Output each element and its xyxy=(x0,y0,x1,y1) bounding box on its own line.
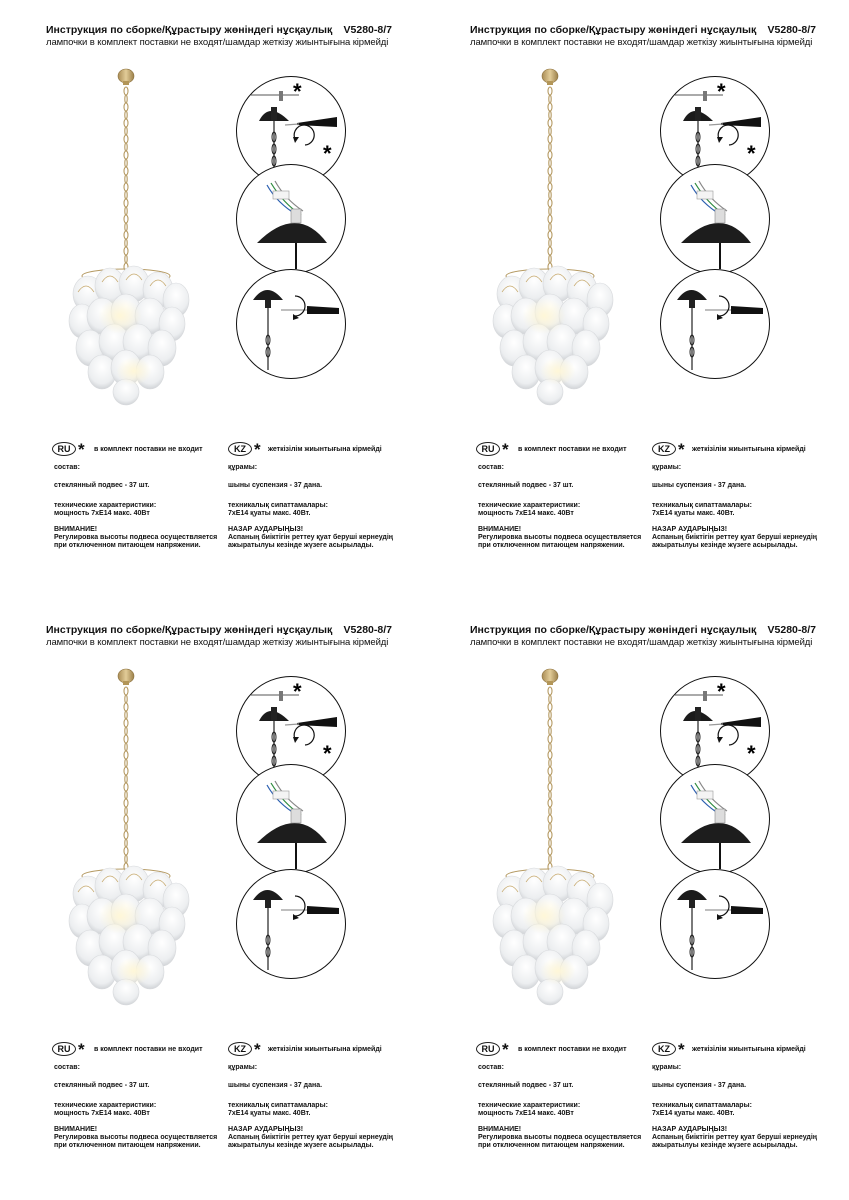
kz-composition-label: құрамы: xyxy=(228,464,258,471)
kz-warning-label: НАЗАР АУДАРЫҢЫЗ! xyxy=(652,526,728,533)
doc-subtitle: лампочки в комплект поставки не входят/шамдар жеткізу жиынтығына кірмейді xyxy=(470,637,813,648)
ru-warning-line: Регулировка высоты подвеса осуществляется xyxy=(478,1134,642,1141)
pendant-chandelier-illustration xyxy=(492,66,622,406)
kz-specs-label: техникалық сипаттамалары: xyxy=(652,502,752,509)
ru-warning-line: Регулировка высоты подвеса осуществляется xyxy=(478,534,642,541)
model-number: V5280-8/7 xyxy=(767,24,816,36)
step2-wiring-icon xyxy=(236,764,346,874)
asterisk-icon: * xyxy=(502,1040,509,1059)
asterisk-icon: * xyxy=(78,440,85,459)
model-number: V5280-8/7 xyxy=(343,624,392,636)
kz-warning-line: Аспаның биіктігін реттеу қуат беруші кернеудің xyxy=(228,1134,394,1141)
ru-warning-label: ВНИМАНИЕ! xyxy=(54,526,98,533)
kz-warning-label: НАЗАР АУДАРЫҢЫЗ! xyxy=(228,526,304,533)
ru-composition-label: состав: xyxy=(478,1064,504,1071)
ru-specs-value: мощность 7xE14 макс. 40Вт xyxy=(54,510,150,517)
kz-badge: KZ xyxy=(228,1042,252,1056)
ru-composition-value: стеклянный подвес - 37 шт. xyxy=(478,1082,574,1089)
kz-composition-label: құрамы: xyxy=(652,464,682,471)
kz-warning-line: Аспаның биіктігін реттеу қуат беруші кернеудің xyxy=(652,534,818,541)
ru-badge: RU xyxy=(476,442,500,456)
kz-star-note: жеткізілім жиынтығына кірмейді xyxy=(268,446,382,453)
ru-star-note: в комплект поставки не входит xyxy=(94,1046,203,1053)
kz-composition-value: шыны суспензия - 37 дана. xyxy=(228,482,323,489)
pendant-chandelier-illustration xyxy=(68,666,198,1006)
doc-subtitle: лампочки в комплект поставки не входят/шамдар жеткізу жиынтығына кірмейді xyxy=(46,637,389,648)
ru-badge: RU xyxy=(52,442,76,456)
kz-specs-value: 7xE14 қуаты макс. 40Вт. xyxy=(652,1110,735,1117)
step2-wiring-icon xyxy=(236,164,346,274)
ru-composition-label: состав: xyxy=(54,1064,80,1071)
ru-specs-label: технические характеристики: xyxy=(54,502,157,509)
asterisk-icon: * xyxy=(254,1040,261,1059)
ru-composition-label: состав: xyxy=(54,464,80,471)
kz-warning-label: НАЗАР АУДАРЫҢЫЗ! xyxy=(228,1126,304,1133)
kz-specs-value: 7xE14 қуаты макс. 40Вт. xyxy=(228,510,311,517)
step3-canopy-icon xyxy=(660,269,770,379)
ru-specs-value: мощность 7xE14 макс. 40Вт xyxy=(478,510,574,517)
model-number: V5280-8/7 xyxy=(767,624,816,636)
kz-warning-line: Аспаның биіктігін реттеу қуат беруші кернеудің xyxy=(228,534,394,541)
ru-specs-value: мощность 7xE14 макс. 40Вт xyxy=(478,1110,574,1117)
doc-title: Инструкция по сборке/Құрастыру жөніндегі нұсқаулық xyxy=(46,24,333,36)
kz-composition-value: шыны суспензия - 37 дана. xyxy=(652,1082,747,1089)
step2-wiring-icon xyxy=(660,764,770,874)
ru-badge: RU xyxy=(476,1042,500,1056)
ru-warning-line: Регулировка высоты подвеса осуществляется xyxy=(54,1134,218,1141)
ru-warning-line: при отключенном питающем напряжении. xyxy=(54,542,201,549)
kz-badge: KZ xyxy=(652,1042,676,1056)
kz-badge: KZ xyxy=(228,442,252,456)
pendant-chandelier-illustration xyxy=(68,66,198,406)
model-number: V5280-8/7 xyxy=(343,24,392,36)
ru-star-note: в комплект поставки не входит xyxy=(518,1046,627,1053)
asterisk-icon: * xyxy=(678,440,685,459)
instruction-card-top-right xyxy=(470,24,849,584)
ru-warning-line: Регулировка высоты подвеса осуществляется xyxy=(54,534,218,541)
ru-star-note: в комплект поставки не входит xyxy=(94,446,203,453)
step2-wiring-icon xyxy=(660,164,770,274)
header-row xyxy=(470,24,816,38)
pendant-chandelier-illustration xyxy=(492,666,622,1006)
step3-canopy-icon xyxy=(660,869,770,979)
kz-warning-line: ажыратылуы кезінде жүзеге асырылады. xyxy=(228,1142,374,1149)
header-row xyxy=(470,624,816,638)
kz-warning-line: Аспаның биіктігін реттеу қуат беруші кернеудің xyxy=(652,1134,818,1141)
kz-specs-label: техникалық сипаттамалары: xyxy=(652,1102,752,1109)
kz-warning-line: ажыратылуы кезінде жүзеге асырылады. xyxy=(228,542,374,549)
ru-star-note: в комплект поставки не входит xyxy=(518,446,627,453)
kz-specs-label: техникалық сипаттамалары: xyxy=(228,502,328,509)
kz-star-note: жеткізілім жиынтығына кірмейді xyxy=(268,1046,382,1053)
kz-warning-label: НАЗАР АУДАРЫҢЫЗ! xyxy=(652,1126,728,1133)
ru-warning-line: при отключенном питающем напряжении. xyxy=(478,1142,625,1149)
instruction-card-top-left xyxy=(46,24,446,584)
doc-title: Инструкция по сборке/Құрастыру жөніндегі нұсқаулық xyxy=(470,24,757,36)
ru-warning-line: при отключенном питающем напряжении. xyxy=(54,1142,201,1149)
ru-composition-label: состав: xyxy=(478,464,504,471)
ru-specs-value: мощность 7xE14 макс. 40Вт xyxy=(54,1110,150,1117)
header-row xyxy=(46,24,392,38)
kz-specs-label: техникалық сипаттамалары: xyxy=(228,1102,328,1109)
kz-specs-value: 7xE14 қуаты макс. 40Вт. xyxy=(228,1110,311,1117)
asterisk-icon: * xyxy=(502,440,509,459)
kz-warning-line: ажыратылуы кезінде жүзеге асырылады. xyxy=(652,1142,798,1149)
header-row xyxy=(46,624,392,638)
ru-warning-line: при отключенном питающем напряжении. xyxy=(478,542,625,549)
kz-composition-label: құрамы: xyxy=(228,1064,258,1071)
kz-star-note: жеткізілім жиынтығына кірмейді xyxy=(692,446,806,453)
doc-subtitle: лампочки в комплект поставки не входят/шамдар жеткізу жиынтығына кірмейді xyxy=(470,37,813,48)
asterisk-icon: * xyxy=(78,1040,85,1059)
kz-badge: KZ xyxy=(652,442,676,456)
doc-title: Инструкция по сборке/Құрастыру жөніндегі нұсқаулық xyxy=(470,624,757,636)
kz-star-note: жеткізілім жиынтығына кірмейді xyxy=(692,1046,806,1053)
ru-badge: RU xyxy=(52,1042,76,1056)
kz-specs-value: 7xE14 қуаты макс. 40Вт. xyxy=(652,510,735,517)
instruction-card-bottom-right xyxy=(470,624,849,1184)
doc-title: Инструкция по сборке/Құрастыру жөніндегі нұсқаулық xyxy=(46,624,333,636)
ru-specs-label: технические характеристики: xyxy=(478,502,581,509)
kz-composition-value: шыны суспензия - 37 дана. xyxy=(228,1082,323,1089)
ru-composition-value: стеклянный подвес - 37 шт. xyxy=(54,1082,150,1089)
doc-subtitle: лампочки в комплект поставки не входят/шамдар жеткізу жиынтығына кірмейді xyxy=(46,37,389,48)
step3-canopy-icon xyxy=(236,869,346,979)
ru-warning-label: ВНИМАНИЕ! xyxy=(478,526,522,533)
ru-specs-label: технические характеристики: xyxy=(54,1102,157,1109)
kz-composition-label: құрамы: xyxy=(652,1064,682,1071)
asterisk-icon: * xyxy=(678,1040,685,1059)
ru-warning-label: ВНИМАНИЕ! xyxy=(478,1126,522,1133)
asterisk-icon: * xyxy=(254,440,261,459)
step3-canopy-icon xyxy=(236,269,346,379)
instruction-card-bottom-left xyxy=(46,624,446,1184)
kz-composition-value: шыны суспензия - 37 дана. xyxy=(652,482,747,489)
kz-warning-line: ажыратылуы кезінде жүзеге асырылады. xyxy=(652,542,798,549)
ru-warning-label: ВНИМАНИЕ! xyxy=(54,1126,98,1133)
ru-specs-label: технические характеристики: xyxy=(478,1102,581,1109)
ru-composition-value: стеклянный подвес - 37 шт. xyxy=(54,482,150,489)
ru-composition-value: стеклянный подвес - 37 шт. xyxy=(478,482,574,489)
